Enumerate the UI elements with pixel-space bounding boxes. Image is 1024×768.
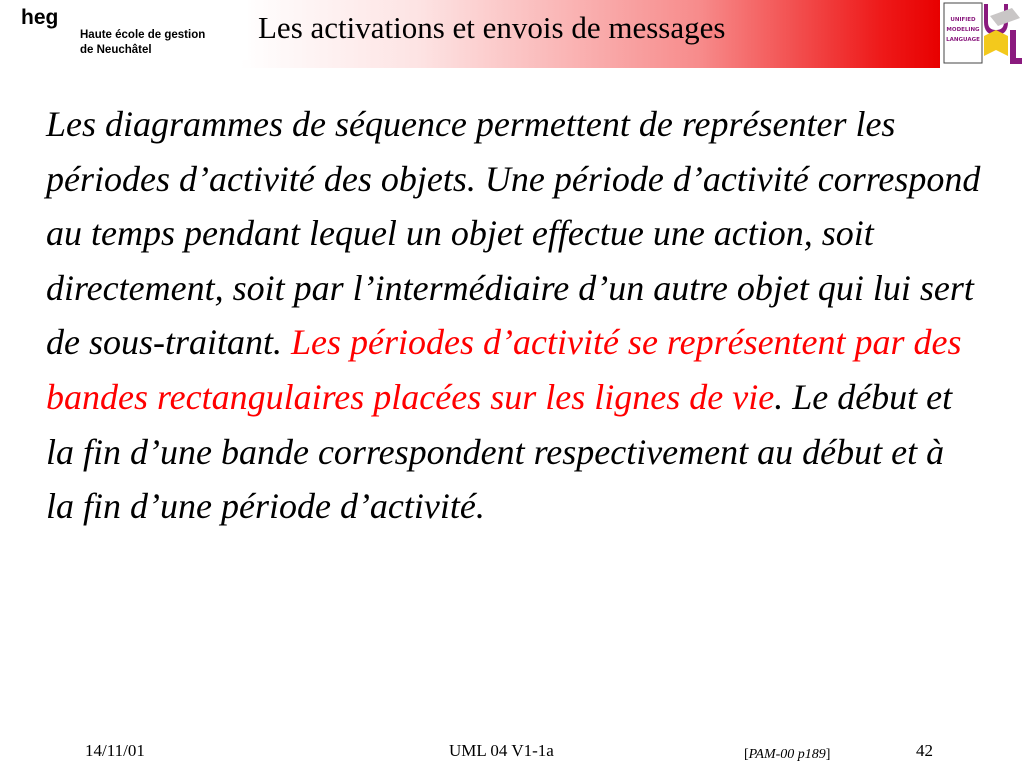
slide-title: Les activations et envois de messages	[258, 10, 726, 45]
uml-logo-icon	[940, 0, 1024, 68]
uml-logo-frame	[944, 3, 982, 63]
school-name-line2: de Neuchâtel	[80, 44, 152, 56]
uml-letter-m	[984, 30, 1008, 56]
title-bar	[0, 0, 1024, 68]
footer-reference	[744, 744, 830, 766]
school-name-line1: Haute école de gestion	[80, 29, 206, 41]
footer-course-code: UML 04 V1-1a	[449, 741, 554, 760]
body-text-conclusion: . Le début et la fin d’une bande correspondent respectivement au début et à la fin d’une période d’activité.	[46, 376, 953, 527]
uml-cube-top	[990, 8, 1020, 26]
footer-reference-text: PAM-00 p189	[748, 747, 826, 762]
body-text-intro: Les diagrammes de séquence permettent de représenter les périodes d’activité des objets. Une période d’activité correspond au temps pendant lequel un objet effectue une action, soit directement, soit par l’intermédiaire d’un autre objet qui lui sert de sous-traitant.	[46, 104, 981, 363]
heg-logo-word: heg	[21, 6, 59, 29]
uml-logo-line3: LANGUAGE	[946, 37, 980, 43]
uml-logo-line2: MODELING	[946, 27, 980, 33]
uml-logo	[940, 0, 1024, 68]
school-name	[80, 28, 250, 58]
body-text-highlight: Les périodes d’activité se représentent par des bandes rectangulaires placées sur les lignes de vie	[46, 322, 962, 417]
slide-body-text	[46, 97, 981, 534]
footer-reference-open: [	[744, 747, 749, 762]
uml-logo-line1: UNIFIED	[950, 17, 976, 23]
uml-letter-l	[1010, 30, 1022, 64]
footer-reference-close: ]	[825, 747, 831, 762]
heg-logo	[0, 0, 248, 60]
footer-date: 14/11/01	[85, 741, 145, 760]
footer-page-number: 42	[916, 741, 933, 760]
